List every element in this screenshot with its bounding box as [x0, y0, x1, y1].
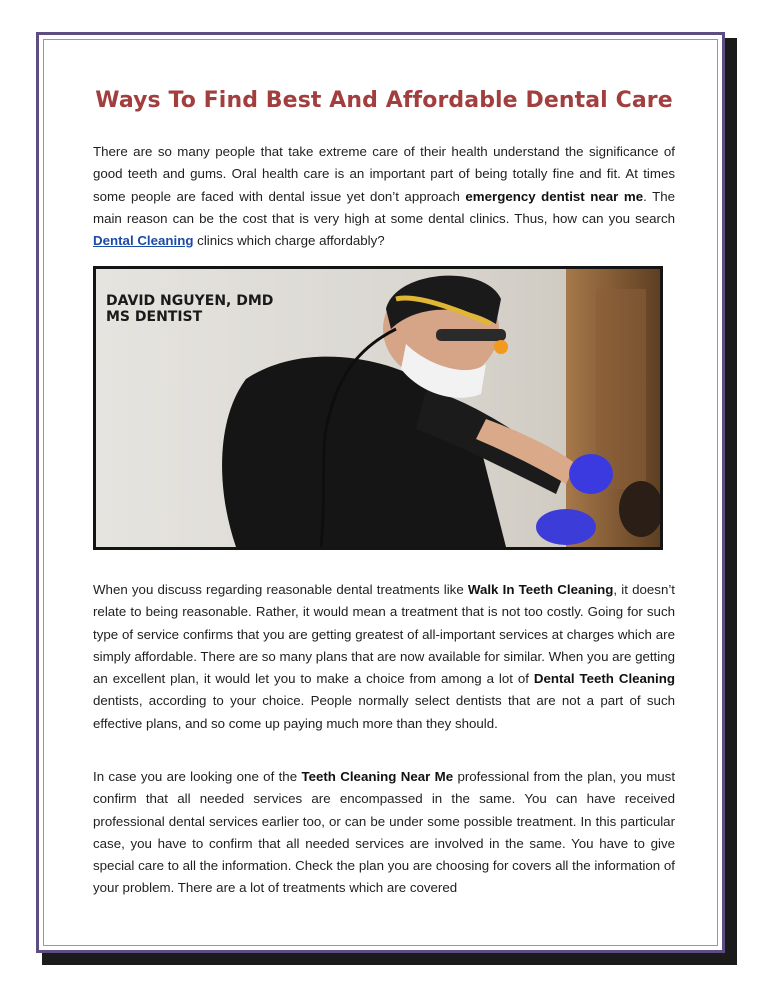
dentist-photo	[93, 266, 663, 550]
photo-caption-name: DAVID NGUYEN, DMD	[106, 293, 274, 309]
intro-text-1: There are so many people that take extreme care of their health understand the significance of good teeth and gums. Oral health care is an important part of being totally fine and fit. At times some people are faced with dental issue yet don’t approach	[93, 144, 675, 204]
intro-bold-keyword: emergency dentist near me	[465, 188, 644, 204]
photo-caption-title: MS DENTIST	[106, 309, 203, 325]
plan-text-1: In case you are looking one of the	[93, 769, 302, 784]
walk-in-keyword: Walk In Teeth Cleaning	[467, 582, 614, 597]
intro-text-2: . The main reason can be the cost that is very high at some dental clinics. Thus, how can you search	[93, 188, 676, 226]
treatments-text-2: , it doesn’t relate to being reasonable. Rather, it would mean a treatment that is not too costly. Going for such type of service confirms that you are getting greatest of all-important services at charges which are simply affordable. There are so many plans that are now available for similar. When you are getting an excellent plan, it would let you to make a choice from among a lot of	[93, 582, 675, 687]
plan-text-2: professional from the plan, you must confirm that all needed services are encompassed in the same. You can have received professional dental services earlier too, or can be under some possible treatment. In this particular case, you have to confirm that all needed services are involved in the same. You have to give special care to all the information. Check the plan you are choosing for covers all the information of your problem. There are a lot of treatments which are covered	[93, 769, 676, 896]
teeth-cleaning-keyword: Dental Teeth Cleaning	[533, 671, 675, 687]
intro-text-3: clinics which charge affordably?	[193, 233, 385, 249]
plan-paragraph	[93, 766, 675, 900]
document-title: Ways To Find Best And Affordable Dental Care	[95, 88, 673, 113]
treatments-text-3: dentists, according to your choice. People normally select dentists that are not a part of such effective plans, and so come up paying much more than they should.	[93, 693, 675, 731]
treatments-paragraph	[93, 579, 675, 735]
photo-caption	[106, 293, 273, 325]
intro-paragraph	[93, 141, 675, 252]
near-me-keyword: Teeth Cleaning Near Me	[301, 769, 454, 784]
dental-cleaning-link[interactable]: Dental Cleaning	[93, 233, 194, 249]
treatments-text-1: When you discuss regarding reasonable dental treatments like	[93, 582, 468, 597]
